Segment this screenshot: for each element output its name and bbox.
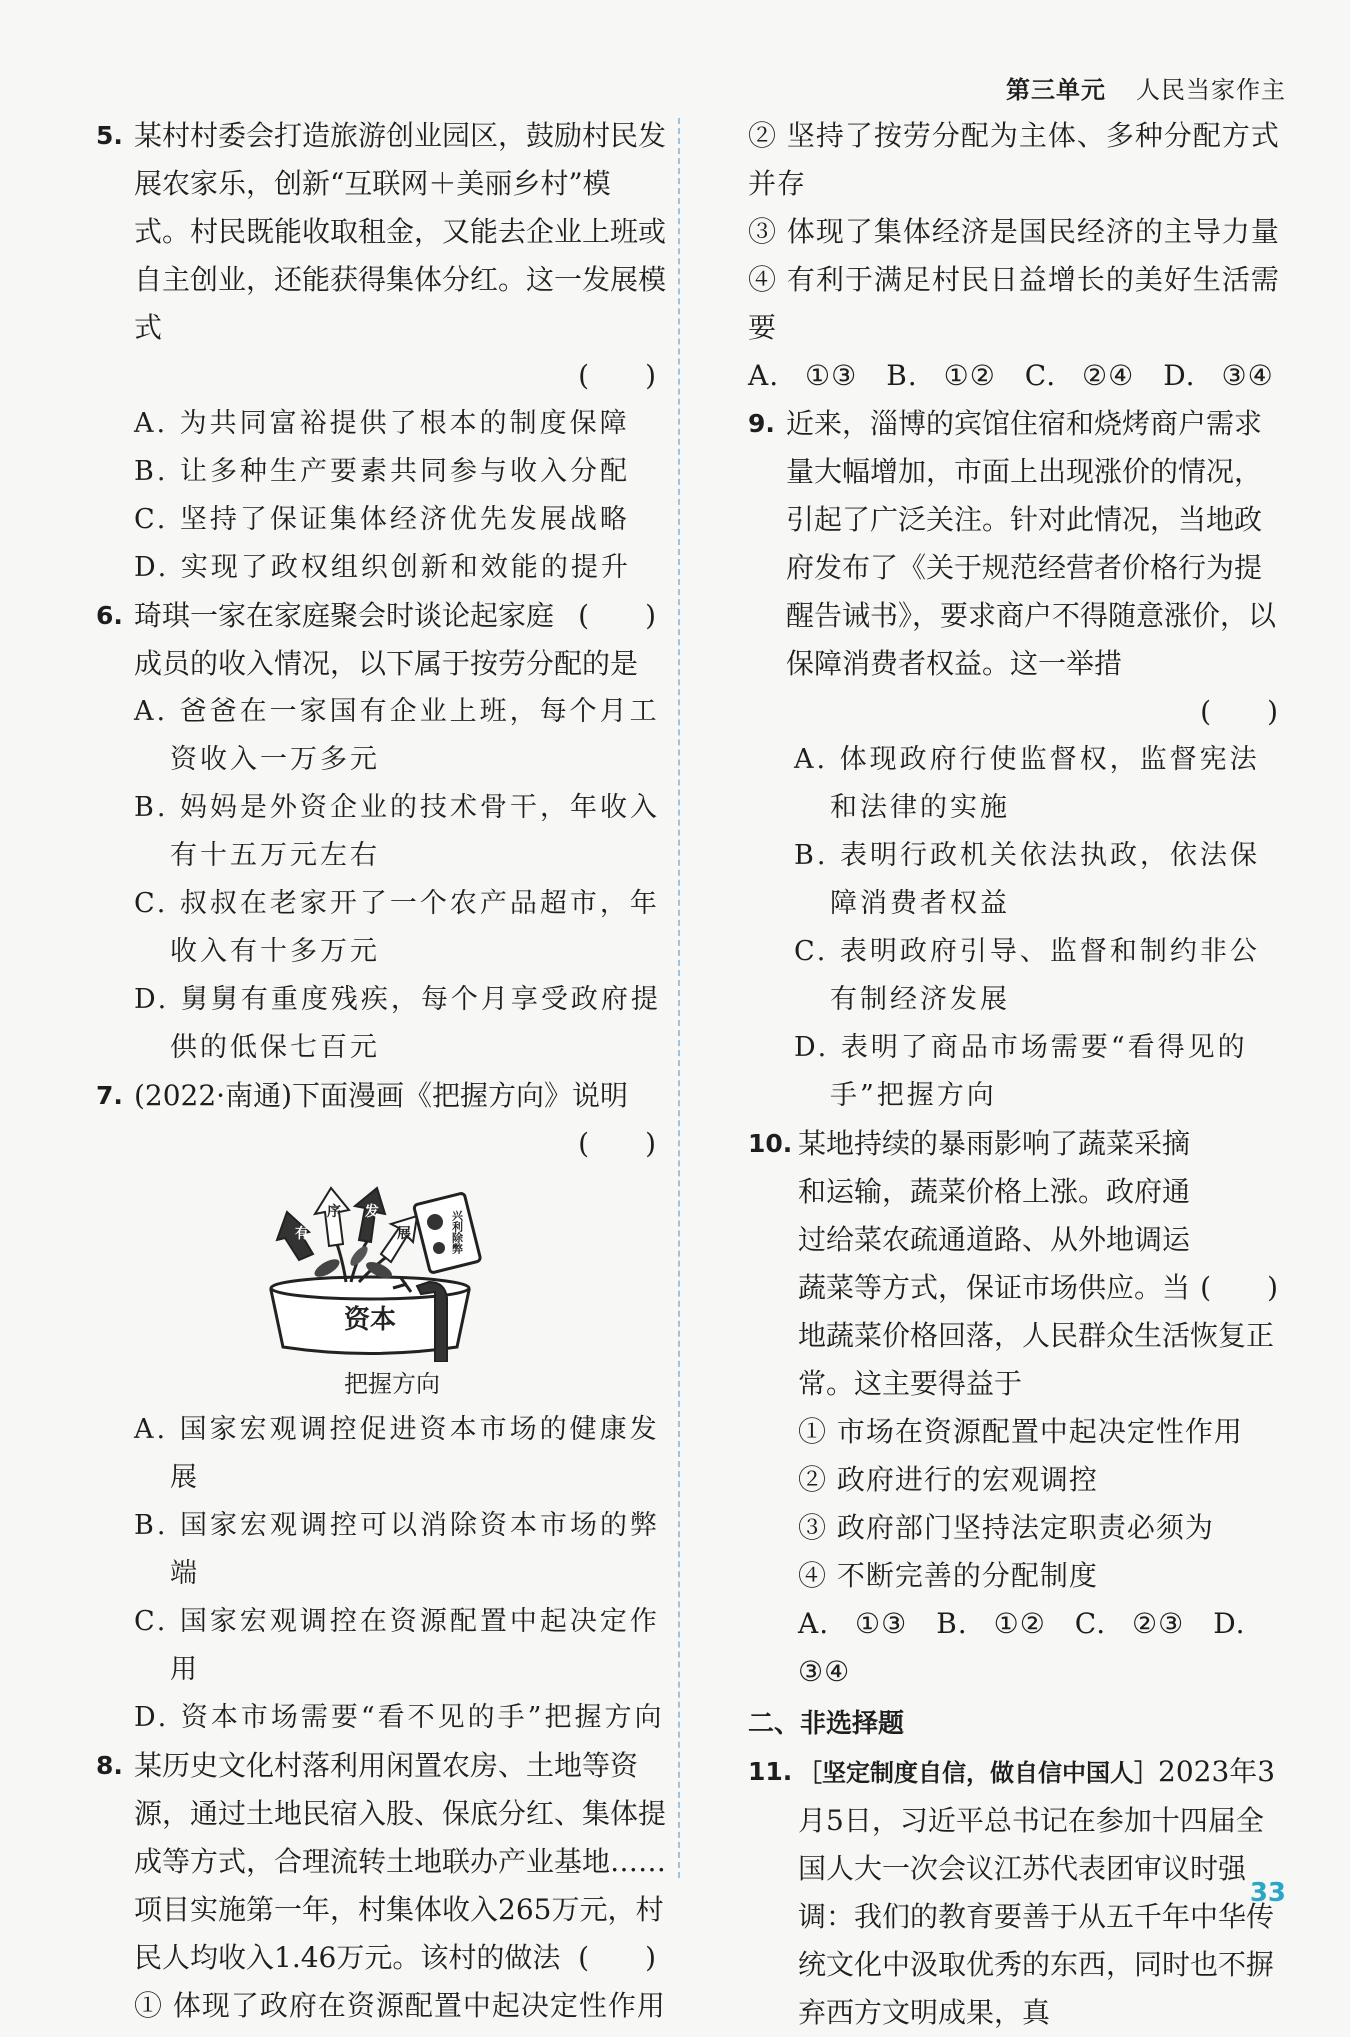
option-c: C. 表明政府引导、监督和制约非公有制经济发展 — [794, 936, 1260, 1015]
right-column — [748, 112, 1288, 2037]
pot-label: 资本 — [343, 1305, 397, 1335]
arrow-label: 展 — [397, 1226, 411, 1242]
option-c: C. 国家宏观调控在资源配置中起决定作用 — [134, 1606, 660, 1685]
statement-3: ③ 体现了集体经济是国民经济的主导力量 — [748, 215, 1280, 248]
option-a: A. 为共同富裕提供了根本的制度保障 — [134, 408, 630, 439]
question-stem: 琦琪一家在家庭聚会时谈论起家庭成员的收入情况，以下属于按劳分配的是 — [134, 599, 639, 680]
arrow-label: 发 — [365, 1204, 379, 1220]
statement-2: ② 坚持了按劳分配为主体、多种分配方式并存 — [748, 119, 1280, 200]
question-7 — [96, 1072, 666, 1168]
section-heading: 二、非选择题 — [748, 1709, 905, 1739]
question-title: ［坚定制度自信，做自信中国人］ — [798, 1759, 1158, 1787]
question-stem: (2022·南通)下面漫画《把握方向》说明 — [134, 1079, 629, 1112]
question-5 — [96, 112, 666, 400]
running-header — [1006, 70, 1286, 105]
answer-choices: A. ①③ B. ①② C. ②③ D. ③④ — [798, 1607, 1246, 1688]
sign-dot — [433, 1242, 445, 1254]
question-number: 8. — [96, 1751, 123, 1780]
question-10 — [748, 1120, 1288, 1408]
cartoon-illustration — [251, 1182, 491, 1362]
option-b: B. 国家宏观调控可以消除资本市场的弊端 — [134, 1510, 661, 1589]
left-column — [96, 112, 666, 2030]
answer-blank[interactable]: ( ) — [1200, 695, 1278, 728]
question-number: 9. — [748, 409, 775, 438]
option-b: B. 让多种生产要素共同参与收入分配 — [134, 456, 631, 487]
cartoon-caption: 把握方向 — [344, 1370, 440, 1398]
unit-label: 第三单元 — [1006, 75, 1106, 104]
unit-title: 人民当家作主 — [1136, 76, 1286, 104]
answer-blank[interactable]: ( ) — [578, 359, 656, 392]
question-stem: 近来，淄博的宾馆住宿和烧烤商户需求量大幅增加，市面上出现涨价的情况，引起了广泛关注。针对此情况，当地政府发布了《关于规范经营者价格行为提醒告诫书》，要求商户不得随意涨价，以保障消费者权益。这一举措 — [786, 407, 1277, 680]
option-b: B. 表明行政机关依法执政，依法保障消费者权益 — [794, 840, 1261, 919]
statement-1: ① 体现了政府在资源配置中起决定性作用 — [134, 1989, 666, 2022]
question-8 — [96, 1742, 666, 1982]
question-number: 6. — [96, 601, 123, 630]
answer-choices: A. ①③ B. ①② C. ②④ D. ③④ — [748, 359, 1274, 392]
question-number: 11. — [748, 1757, 793, 1786]
option-a: A. 体现政府行使监督权，监督宪法和法律的实施 — [794, 744, 1260, 823]
question-number: 5. — [96, 121, 123, 150]
question-stem: 某村村委会打造旅游创业园区，鼓励村民发展农家乐，创新“互联网＋美丽乡村”模式。村民既能收取租金，又能去企业上班或自主创业，还能获得集体分红。这一发展模式 — [134, 119, 667, 344]
answer-blank[interactable]: ( ) — [1200, 1271, 1278, 1304]
arrow-label: 有 — [295, 1226, 309, 1242]
question-stem: 某历史文化村落利用闲置农房、土地等资源，通过土地民宿入股、保底分红、集体提成等方式，合理流转土地联办产业基地……项目实施第一年，村集体收入265万元，村民人均收入1.46万元。该村的做法 — [134, 1749, 667, 1974]
option-a: A. 爸爸在一家国有企业上班，每个月工资收入一万多元 — [134, 696, 660, 775]
answer-blank[interactable]: ( ) — [578, 1941, 656, 1974]
answer-blank[interactable]: ( ) — [578, 1127, 656, 1160]
option-c: C. 坚持了保证集体经济优先发展战略 — [134, 504, 630, 535]
question-11 — [748, 1748, 1288, 2037]
option-d: D. 资本市场需要“看不见的手”把握方向 — [134, 1702, 665, 1733]
question-stem: 某地持续的暴雨影响了蔬菜采摘和运输，蔬菜价格上涨。政府通过给菜农疏通道路、从外地调运蔬菜等方式，保证市场供应。当地蔬菜价格回落，人民群众生活恢复正常。这主要得益于 — [798, 1127, 1275, 1400]
option-b: B. 妈妈是外资企业的技术骨干，年收入有十五万元左右 — [134, 792, 661, 871]
question-number: 7. — [96, 1081, 123, 1110]
statement-4: ④ 有利于满足村民日益增长的美好生活需要 — [748, 263, 1280, 344]
option-d: D. 舅舅有重度残疾，每个月享受政府提供的低保七百元 — [134, 984, 661, 1063]
statement-4: ④ 不断完善的分配制度 — [798, 1559, 1098, 1592]
option-d: D. 实现了政权组织创新和效能的提升 — [134, 552, 631, 583]
arrow-label: 序 — [327, 1204, 341, 1220]
statement-1: ① 市场在资源配置中起决定性作用 — [798, 1415, 1243, 1448]
question-9 — [748, 400, 1288, 736]
statement-2: ② 政府进行的宏观调控 — [798, 1463, 1098, 1496]
sign-icon — [414, 1193, 481, 1274]
question-6 — [96, 592, 666, 688]
statement-3: ③ 政府部门坚持法定职责必须为 — [798, 1511, 1214, 1544]
page-number: 33 — [1249, 1878, 1286, 1908]
sign-label: 兴利除弊 — [450, 1210, 464, 1254]
option-d: D. 表明了商品市场需要“看得见的手”把握方向 — [794, 1032, 1248, 1111]
column-divider — [678, 118, 680, 1878]
option-c: C. 叔叔在老家开了一个农产品超市，年收入有十多万元 — [134, 888, 660, 967]
answer-blank[interactable]: ( ) — [578, 599, 656, 632]
question-stem: 2023年3月5日，习近平总书记在参加十四届全国人大一次会议江苏代表团审议时强调：我们的教育要善于从五千年中华传统文化中汲取优秀的东西，同时也不摒弃西方文明成果，真 — [798, 1755, 1276, 2029]
option-a: A. 国家宏观调控促进资本市场的健康发展 — [134, 1414, 660, 1493]
sign-dot — [427, 1214, 443, 1230]
question-number: 10. — [748, 1129, 793, 1158]
question-10-statements — [748, 1408, 1288, 1696]
